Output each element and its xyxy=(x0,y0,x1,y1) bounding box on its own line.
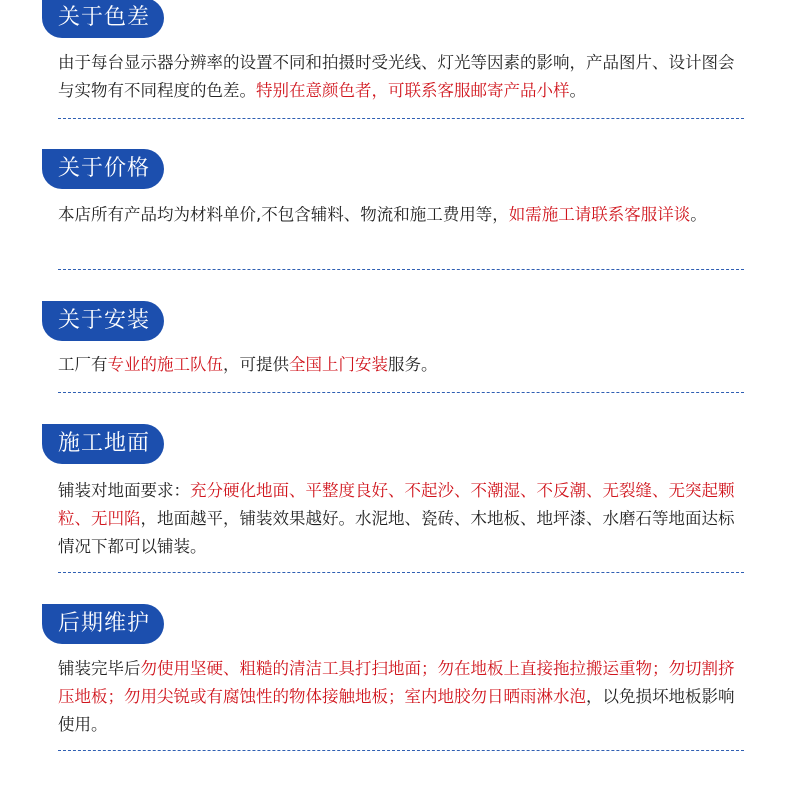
highlighted-text: 充分硬化地面、平整度良好、不起沙、不潮湿、不反潮、无裂缝、无突起颗粒、无凹陷 xyxy=(58,481,735,528)
highlighted-text: 特别在意颜色者，可联系客服邮寄产品小样 xyxy=(256,81,570,100)
section-divider xyxy=(58,118,744,119)
section-paragraph xyxy=(58,201,748,229)
section-divider xyxy=(58,392,744,393)
body-text: 服务。 xyxy=(388,355,438,374)
section-title-badge: 施工地面 xyxy=(42,424,164,464)
section-title-badge: 关于价格 xyxy=(42,149,164,189)
section-paragraph xyxy=(58,655,748,739)
section-paragraph xyxy=(58,49,748,105)
section-title-badge: 关于安装 xyxy=(42,301,164,341)
section-paragraph xyxy=(58,477,748,561)
highlighted-text: 如需施工请联系客服详谈 xyxy=(508,205,691,224)
body-text: 。 xyxy=(690,205,707,224)
body-text: 本店所有产品均为材料单价,不包含辅料、物流和施工费用等， xyxy=(58,205,509,224)
body-text: 由于每台显示器分辨率的设置不同和拍摄时受光线、灯光等因素的影响，产品图片、设计图会与实物有不同程度的色差。 xyxy=(58,53,735,100)
section-divider xyxy=(58,750,744,751)
body-text: ，可提供 xyxy=(223,355,289,374)
section-paragraph xyxy=(58,351,748,379)
section-title-badge: 后期维护 xyxy=(42,604,164,644)
body-text: 工厂有 xyxy=(58,355,108,374)
body-text: 铺装完毕后 xyxy=(58,659,141,678)
section-divider xyxy=(58,269,744,270)
body-text: ，地面越平，铺装效果越好。水泥地、瓷砖、木地板、地坪漆、水磨石等地面达标情况下都可以铺装。 xyxy=(58,509,735,556)
highlighted-text: 全国上门安装 xyxy=(289,355,388,374)
highlighted-text: 专业的施工队伍 xyxy=(107,355,223,374)
highlighted-text: 勿使用坚硬、粗糙的清洁工具打扫地面；勿在地板上直接拖拉搬运重物；勿切割挤压地板；勿用尖锐或有腐蚀性的物体接触地板；室内地胶勿日晒雨淋水泡 xyxy=(58,659,735,706)
body-text: ，以免损坏地板影响使用。 xyxy=(58,687,735,734)
section-title-badge: 关于色差 xyxy=(42,0,164,38)
body-text: 铺装对地面要求： xyxy=(58,481,190,500)
body-text: 。 xyxy=(569,81,586,100)
section-divider xyxy=(58,572,744,573)
